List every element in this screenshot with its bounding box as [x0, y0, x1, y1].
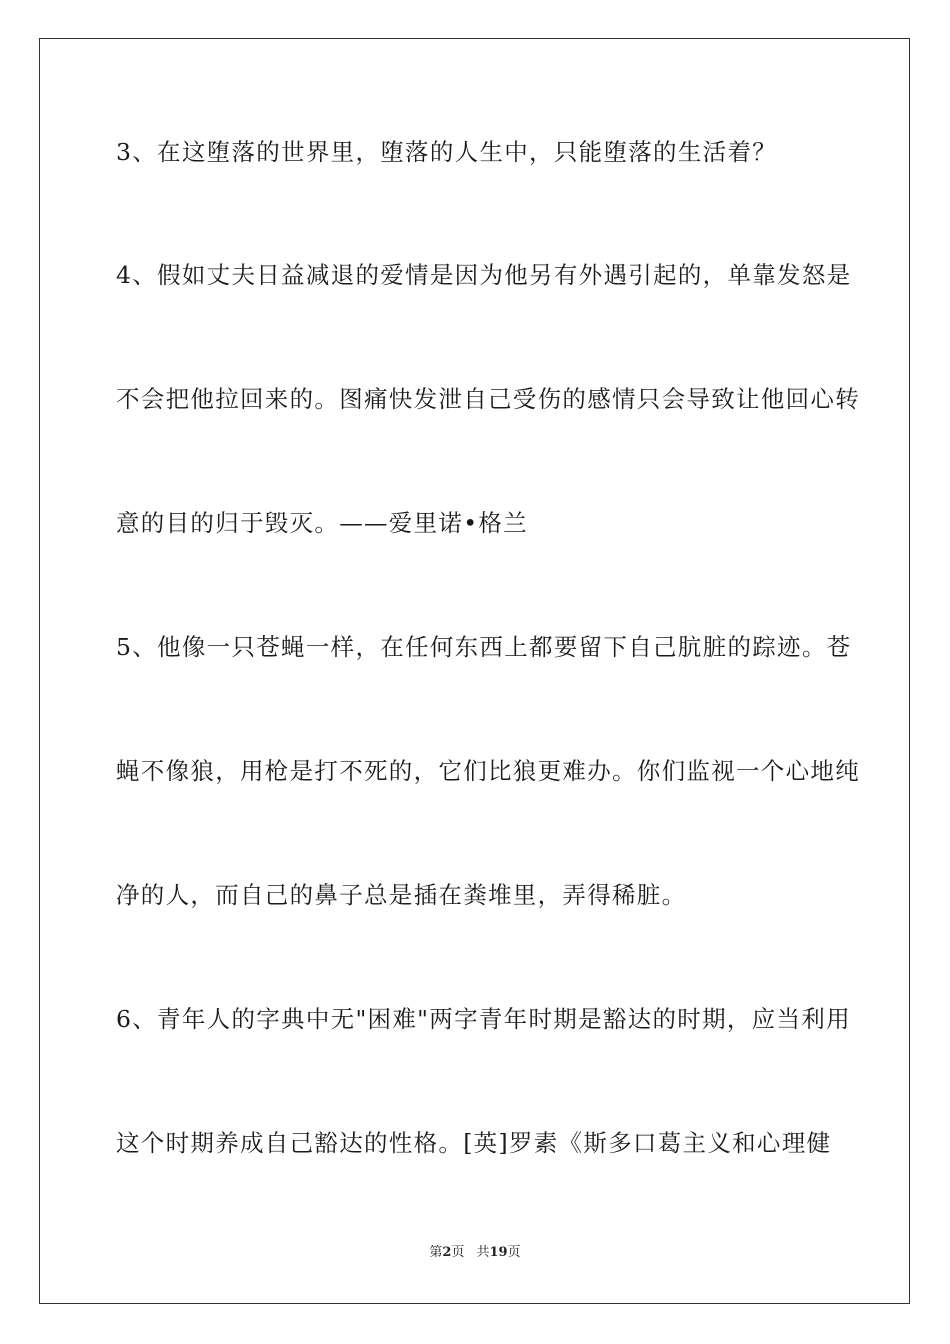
text-line-5: 5、他像一只苍蝇一样，在任何东西上都要留下自己肮脏的踪迹。苍 — [116, 633, 852, 661]
text-line-3: 不会把他拉回来的。图痛快发泄自己受伤的感情只会导致让他回心转 — [116, 385, 860, 413]
footer-page-suffix: 页 — [451, 1245, 465, 1260]
footer-total-pages: 19 — [489, 1245, 508, 1260]
text-line-8: 6、青年人的字典中无"困难"两字青年时期是豁达的时期，应当利用 — [116, 1005, 851, 1033]
text-line-4: 意的目的归于毁灭。——爱里诺•格兰 — [116, 509, 528, 537]
footer-total-prefix: 共 — [476, 1245, 490, 1260]
footer-page-prefix: 第 — [429, 1245, 443, 1260]
text-line-6: 蝇不像狼，用枪是打不死的，它们比狼更难办。你们监视一个心地纯 — [116, 757, 860, 785]
footer-page-number: 2 — [442, 1245, 452, 1260]
footer-total-suffix: 页 — [507, 1245, 521, 1260]
text-line-9: 这个时期养成自己豁达的性格。[英]罗素《斯多口葛主义和心理健 — [116, 1129, 832, 1157]
text-line-2: 4、假如丈夫日益减退的爱情是因为他另有外遇引起的，单靠发怒是 — [116, 261, 852, 289]
text-line-1: 3、在这堕落的世界里，堕落的人生中，只能堕落的生活着？ — [116, 138, 778, 166]
page-footer — [0, 1244, 950, 1262]
page-border — [39, 38, 910, 1304]
text-line-7: 净的人，而自己的鼻子总是插在粪堆里，弄得稀脏。 — [116, 881, 687, 909]
